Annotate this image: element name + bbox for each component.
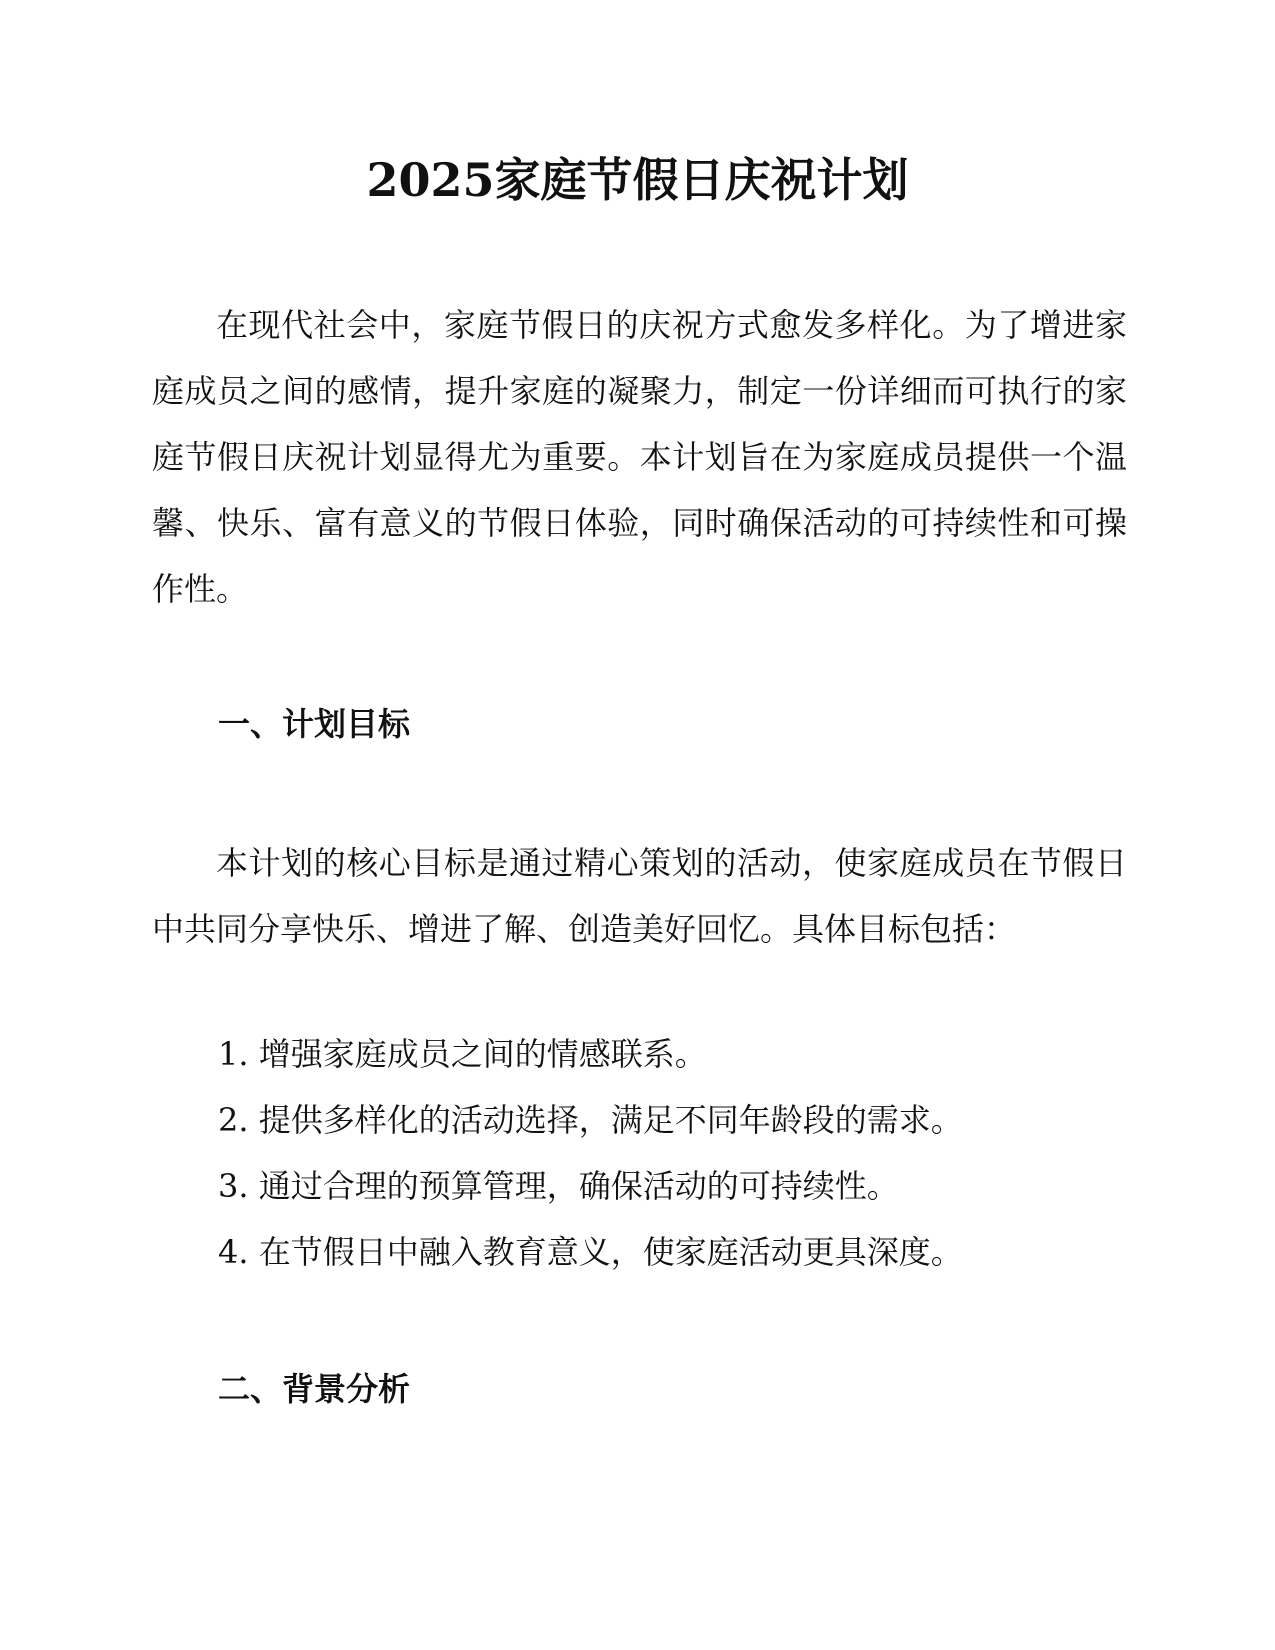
list-item: 3. 通过合理的预算管理，确保活动的可持续性。: [218, 1167, 899, 1205]
goals-paragraph: 本计划的核心目标是通过精心策划的活动，使家庭成员在节假日中共同分享快乐、增进了解、创造美好回忆。具体目标包括：: [152, 844, 1127, 948]
list-item: 1. 增强家庭成员之间的情感联系。: [218, 1035, 707, 1073]
intro-paragraph: 在现代社会中，家庭节假日的庆祝方式愈发多样化。为了增进家庭成员之间的感情，提升家庭的凝聚力，制定一份详细而可执行的家庭节假日庆祝计划显得尤为重要。本计划旨在为家庭成员提供一个温馨、快乐、富有意义的节假日体验，同时确保活动的可持续性和可操作性。: [152, 306, 1127, 608]
list-item: 2. 提供多样化的活动选择，满足不同年龄段的需求。: [218, 1101, 963, 1139]
section-heading-background: 二、背景分析: [218, 1370, 411, 1408]
document-title: 2025家庭节假日庆祝计划: [366, 153, 909, 207]
goals-list: [218, 1021, 963, 1285]
section-heading-goals: 一、计划目标: [218, 705, 411, 743]
list-item: 4. 在节假日中融入教育意义，使家庭活动更具深度。: [218, 1233, 963, 1271]
